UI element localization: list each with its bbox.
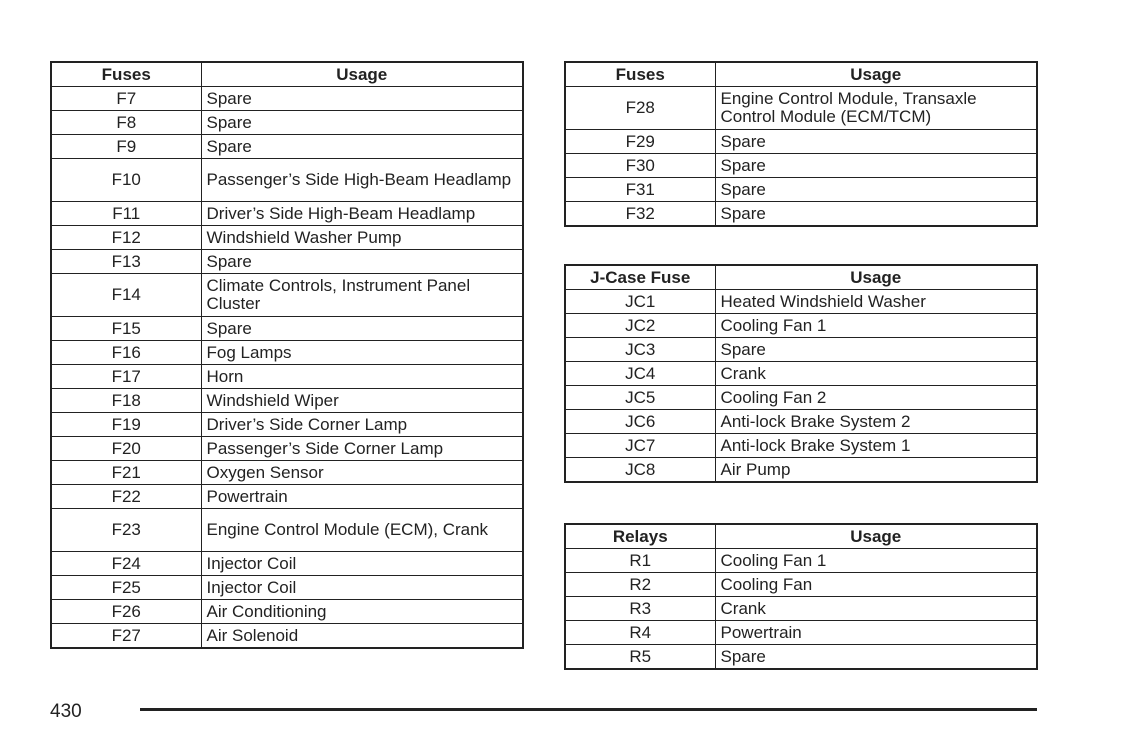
- page-number: 430: [50, 701, 82, 722]
- usage-cell: Climate Controls, Instrument Panel Cluster: [201, 274, 523, 317]
- fuse-id-cell: F13: [51, 250, 201, 274]
- fuse-id-cell: F26: [51, 600, 201, 624]
- table-row: [51, 600, 523, 624]
- fuse-id-cell: F16: [51, 341, 201, 365]
- usage-cell: Injector Coil: [201, 576, 523, 600]
- column-header-usage: Usage: [715, 62, 1037, 87]
- fuse-id-cell: F19: [51, 413, 201, 437]
- table-row: [565, 645, 1037, 670]
- usage-cell: Spare: [201, 250, 523, 274]
- column-header-id: Relays: [565, 524, 715, 549]
- table-row: [51, 87, 523, 111]
- table-row: [51, 437, 523, 461]
- fuse-id-cell: F21: [51, 461, 201, 485]
- fuse-id-cell: F25: [51, 576, 201, 600]
- fuse-id-cell: F11: [51, 202, 201, 226]
- fuse-id-cell: F12: [51, 226, 201, 250]
- table-row: [51, 461, 523, 485]
- relay-table: [564, 523, 1038, 670]
- usage-cell: Spare: [715, 178, 1037, 202]
- usage-cell: Spare: [201, 317, 523, 341]
- footer-rule: [140, 708, 1037, 711]
- usage-cell: Spare: [201, 87, 523, 111]
- usage-cell: Spare: [715, 645, 1037, 670]
- header-row: [565, 265, 1037, 290]
- header-row: [565, 524, 1037, 549]
- fuse-id-cell: F24: [51, 552, 201, 576]
- table-row: [565, 338, 1037, 362]
- table-row: [51, 576, 523, 600]
- fuse-id-cell: F17: [51, 365, 201, 389]
- usage-cell: Crank: [715, 362, 1037, 386]
- table-row: [51, 485, 523, 509]
- usage-cell: Spare: [715, 338, 1037, 362]
- fuse-id-cell: F27: [51, 624, 201, 649]
- table-row: [51, 274, 523, 317]
- column-header-usage: Usage: [715, 265, 1037, 290]
- usage-cell: Powertrain: [715, 621, 1037, 645]
- table-row: [565, 573, 1037, 597]
- table-row: [565, 290, 1037, 314]
- fuse-id-cell: F32: [565, 202, 715, 227]
- table-row: [565, 154, 1037, 178]
- table-row: [565, 362, 1037, 386]
- table-row: [565, 549, 1037, 573]
- usage-cell: Injector Coil: [201, 552, 523, 576]
- fuse-id-cell: F22: [51, 485, 201, 509]
- fuse-id-cell: F9: [51, 135, 201, 159]
- header-row: [565, 62, 1037, 87]
- usage-cell: Passenger’s Side Corner Lamp: [201, 437, 523, 461]
- column-header-usage: Usage: [715, 524, 1037, 549]
- usage-cell: Cooling Fan 1: [715, 549, 1037, 573]
- fuse-id-cell: JC3: [565, 338, 715, 362]
- usage-cell: Driver’s Side High-Beam Headlamp: [201, 202, 523, 226]
- table-row: [51, 135, 523, 159]
- table-row: [51, 159, 523, 202]
- column-header-id: Fuses: [565, 62, 715, 87]
- fuse-id-cell: JC2: [565, 314, 715, 338]
- fuse-id-cell: F31: [565, 178, 715, 202]
- table-row: [565, 434, 1037, 458]
- table-row: [565, 314, 1037, 338]
- table-row: [51, 365, 523, 389]
- table-row: [51, 250, 523, 274]
- column-header-id: Fuses: [51, 62, 201, 87]
- usage-cell: Cooling Fan: [715, 573, 1037, 597]
- usage-cell: Crank: [715, 597, 1037, 621]
- table-row: [51, 317, 523, 341]
- usage-cell: Engine Control Module (ECM), Crank: [201, 509, 523, 552]
- usage-cell: Spare: [715, 154, 1037, 178]
- usage-cell: Passenger’s Side High-Beam Headlamp: [201, 159, 523, 202]
- fuse-id-cell: R2: [565, 573, 715, 597]
- usage-cell: Horn: [201, 365, 523, 389]
- column-header-id: J-Case Fuse: [565, 265, 715, 290]
- fuse-id-cell: JC8: [565, 458, 715, 483]
- fuse-table-right: [564, 61, 1038, 227]
- table-row: [565, 458, 1037, 483]
- fuse-id-cell: F20: [51, 437, 201, 461]
- fuse-id-cell: F28: [565, 87, 715, 130]
- fuse-id-cell: F10: [51, 159, 201, 202]
- usage-cell: Oxygen Sensor: [201, 461, 523, 485]
- table-row: [51, 226, 523, 250]
- table-row: [51, 341, 523, 365]
- usage-cell: Powertrain: [201, 485, 523, 509]
- fuse-id-cell: F23: [51, 509, 201, 552]
- fuse-id-cell: JC5: [565, 386, 715, 410]
- header-row: [51, 62, 523, 87]
- fuse-id-cell: R3: [565, 597, 715, 621]
- fuse-id-cell: R1: [565, 549, 715, 573]
- column-header-usage: Usage: [201, 62, 523, 87]
- usage-cell: Spare: [201, 135, 523, 159]
- fuse-id-cell: R5: [565, 645, 715, 670]
- fuse-id-cell: F29: [565, 130, 715, 154]
- usage-cell: Anti-lock Brake System 1: [715, 434, 1037, 458]
- table-row: [565, 621, 1037, 645]
- usage-cell: Spare: [715, 130, 1037, 154]
- fuse-id-cell: F14: [51, 274, 201, 317]
- fuse-id-cell: F18: [51, 389, 201, 413]
- table-row: [51, 552, 523, 576]
- table-row: [565, 410, 1037, 434]
- fuse-id-cell: F8: [51, 111, 201, 135]
- table-row: [51, 413, 523, 437]
- usage-cell: Air Conditioning: [201, 600, 523, 624]
- table-row: [565, 597, 1037, 621]
- usage-cell: Spare: [201, 111, 523, 135]
- fuse-id-cell: F15: [51, 317, 201, 341]
- usage-cell: Fog Lamps: [201, 341, 523, 365]
- fuse-id-cell: JC4: [565, 362, 715, 386]
- table-row: [51, 509, 523, 552]
- fuse-table-left: [50, 61, 524, 649]
- j-case-fuse-table: [564, 264, 1038, 483]
- fuse-id-cell: R4: [565, 621, 715, 645]
- usage-cell: Engine Control Module, Transaxle Control Module (ECM/TCM): [715, 87, 1037, 130]
- usage-cell: Heated Windshield Washer: [715, 290, 1037, 314]
- usage-cell: Windshield Washer Pump: [201, 226, 523, 250]
- table-row: [565, 202, 1037, 227]
- table-row: [565, 130, 1037, 154]
- table-row: [51, 389, 523, 413]
- table-row: [565, 386, 1037, 410]
- usage-cell: Cooling Fan 2: [715, 386, 1037, 410]
- table-row: [565, 87, 1037, 130]
- fuse-id-cell: JC6: [565, 410, 715, 434]
- fuse-id-cell: F7: [51, 87, 201, 111]
- usage-cell: Air Solenoid: [201, 624, 523, 649]
- fuse-id-cell: F30: [565, 154, 715, 178]
- usage-cell: Windshield Wiper: [201, 389, 523, 413]
- usage-cell: Driver’s Side Corner Lamp: [201, 413, 523, 437]
- table-row: [565, 178, 1037, 202]
- table-row: [51, 624, 523, 649]
- fuse-id-cell: JC1: [565, 290, 715, 314]
- usage-cell: Cooling Fan 1: [715, 314, 1037, 338]
- usage-cell: Spare: [715, 202, 1037, 227]
- fuse-id-cell: JC7: [565, 434, 715, 458]
- table-row: [51, 111, 523, 135]
- table-row: [51, 202, 523, 226]
- usage-cell: Anti-lock Brake System 2: [715, 410, 1037, 434]
- usage-cell: Air Pump: [715, 458, 1037, 483]
